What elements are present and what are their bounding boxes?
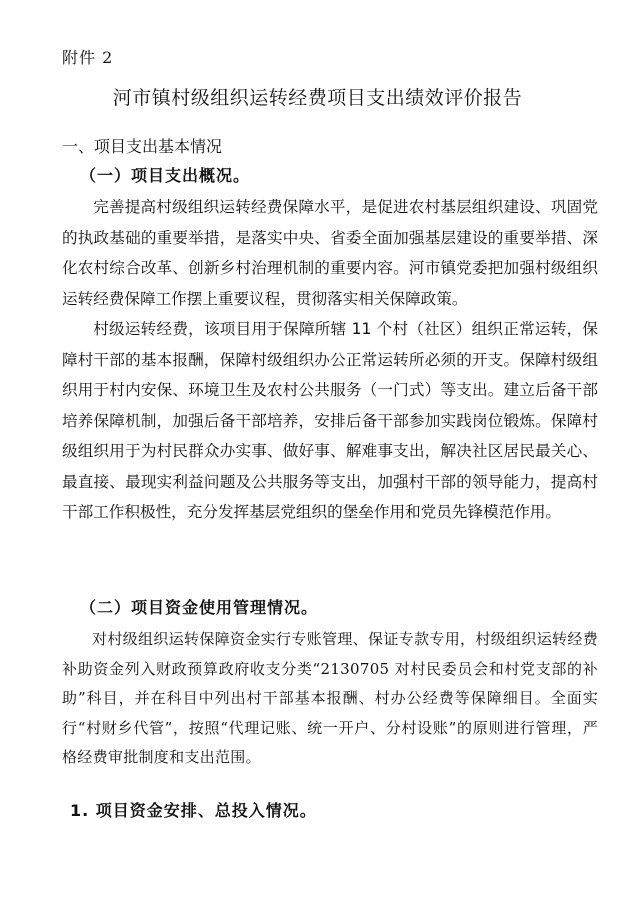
document-title: 河市镇村级组织运转经费项目支出绩效评价报告	[112, 87, 523, 109]
attachment-label: 附件 2	[62, 48, 114, 67]
paragraph-overview-1: 完善提高村级组织运转经费保障水平，是促进农村基层组织建设、巩固党的执政基础的重要举措，是落实中央、省委全面加强基层建设的重要举措、深化农村综合改革、创新乡村治理机制的重要内容。河市镇党委把加强村级组织运转经费保障工作摆上重要议程，贯彻落实相关保障政策。	[62, 198, 598, 308]
paragraph-overview-2: 村级运转经费，该项目用于保障所辖 11 个村（社区）组织正常运转，保障村干部的基本报酬，保障村级组织办公正常运转所必须的开支。保障村级组织用于村内安保、环境卫生及农村公共服务（一门式）等支出。建立后备干部培养保障机制，加强后备干部培养，安排后备干部参加实践岗位锻炼。保障村级组织用于为村民群众办实事、做好事、解难事支出，解决社区居民最关心、最直接、最现实利益问题及公共服务等支出，加强村干部的领导能力，提高村干部工作积极性，充分发挥基层党组织的堡垒作用和党员先锋模范作用。	[62, 320, 598, 521]
subsection-heading-overview: （一）项目支出概况。	[80, 166, 251, 185]
section-heading-basic-info: 一、项目支出基本情况	[62, 137, 223, 156]
subsubsection-heading-fund-allocation: 1. 项目资金安排、总投入情况。	[70, 801, 317, 820]
subsection-heading-fund-management: （二）项目资金使用管理情况。	[80, 598, 319, 617]
paragraph-fund-management: 对村级组织运转保障资金实行专账管理、保证专款专用，村级组织运转经费补助资金列入财政预算政府收支分类“2130705 对村民委员会和村党支部的补助”科目，并在科目中列出村干部基本报酬、村办公经费等保障细目。全面实行“村财乡代管”，按照“代理记账、统一开户、分村设账”的原则进行管理，严格经费审批制度和支出范围。	[62, 630, 598, 766]
